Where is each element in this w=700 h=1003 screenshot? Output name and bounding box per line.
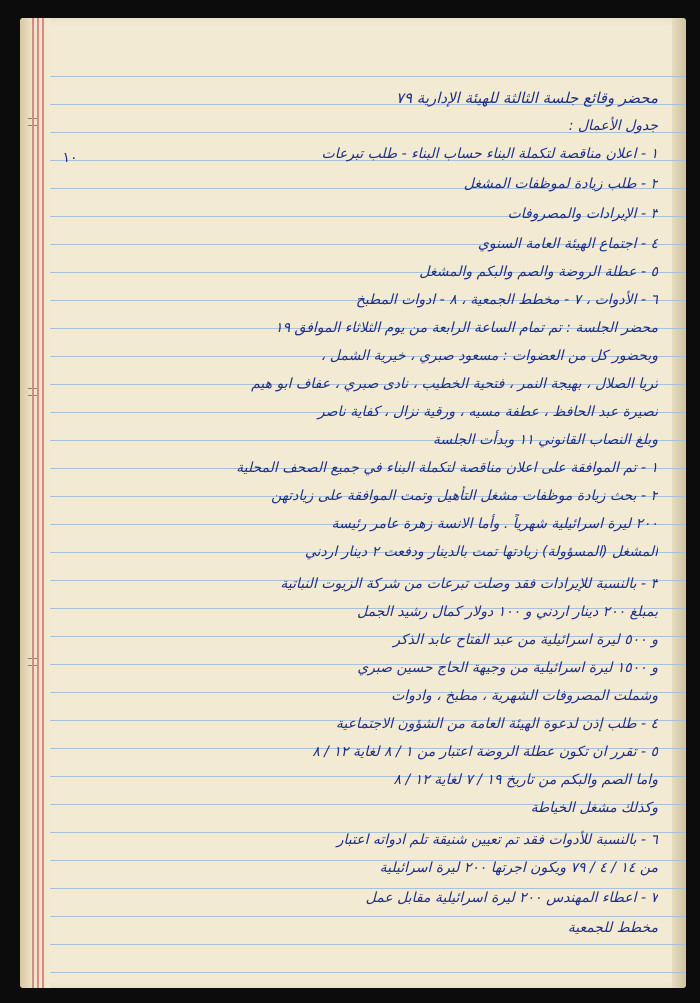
- ruled-line: [50, 76, 686, 77]
- minutes-line: ثريا الصلال ، بهيجة النمر ، فتحية الخطيب ، نادى صبري ، عفاف ابو هيم: [251, 376, 658, 392]
- margin-line-2: [37, 18, 39, 988]
- minutes-line: وكذلك مشغل الخياطة: [530, 800, 658, 816]
- minutes-line: بمبلغ ٢٠٠ دينار اردني و ١٠٠ دولار كمال رشيد الجمل: [357, 604, 658, 620]
- minutes-line: وبحضور كل من العضوات : مسعود صبري ، خيرية الشمل ،: [320, 348, 658, 364]
- page-title: محضر وقائع جلسة الثالثة للهيئة الإدارية ٧٩: [395, 89, 658, 107]
- minutes-line: نصيرة عبد الحافظ ، عطفة مسيه ، ورقية نزال ، كفاية ناصر: [317, 404, 658, 420]
- agenda-item: ١ - اعلان مناقصة لتكملة البناء حساب البناء - طلب تبرعات: [321, 146, 658, 162]
- ruled-line: [50, 916, 686, 917]
- notebook-page: [20, 18, 686, 988]
- page-edge: [672, 18, 686, 988]
- ruled-line: [50, 944, 686, 945]
- minutes-line: ٤ - طلب إذن لدعوة الهيئة العامة من الشؤون الاجتماعية: [335, 716, 658, 732]
- margin-number: ١٠: [62, 150, 78, 166]
- minutes-line: المشغل (المسؤولة) زيادتها تمت بالدينار ودفعت ٢ دينار اردني: [304, 544, 658, 560]
- minutes-line: ٧ - اعطاء المهندس ٢٠٠ ليرة اسرائيلية مقابل عمل: [365, 890, 658, 906]
- margin-line-3: [42, 18, 44, 988]
- agenda-item: ٤ - اجتماع الهيئة العامة السنوي: [477, 236, 658, 252]
- minutes-line: و ٥٠٠ ليرة اسرائيلية من عبد الفتاح عابد الذكر: [393, 632, 658, 648]
- ruled-line: [50, 972, 686, 973]
- minutes-line: من ١٤ / ٤ / ٧٩ ويكون اجرتها ٢٠٠ ليرة اسرائيلية: [379, 860, 658, 876]
- agenda-item: ٢ - طلب زيادة لموظفات المشغل: [463, 176, 658, 192]
- minutes-line: و ١٥٠٠ ليرة اسرائيلية من وجيهة الحاج حسين صبري: [357, 660, 658, 676]
- minutes-line: ١ - تم الموافقة على اعلان مناقصة لتكملة البناء في جميع الصحف المحلية: [236, 460, 658, 476]
- minutes-line: واما الصم والبكم من تاريخ ١٩ / ٧ لغاية ١٢ / ٨: [393, 772, 658, 788]
- minutes-line: ٥ - تقرر ان تكون عطلة الروضة اعتبار من ١ / ٨ لغاية ١٢ / ٨: [312, 744, 658, 760]
- agenda-header: جدول الأعمال :: [568, 118, 658, 134]
- minutes-line: ٦ - بالنسبة للأدوات فقد تم تعيين شنيقة تلم ادواته اعتبار: [336, 832, 658, 848]
- notebook-spine: [20, 18, 50, 988]
- minutes-line: وبلغ النصاب القانوني ١١ وبدأت الجلسة: [432, 432, 658, 448]
- margin-line-1: [32, 18, 34, 988]
- minutes-line: محضر الجلسة : تم تمام الساعة الرابعة من يوم الثلاثاء الموافق ١٩: [275, 320, 658, 336]
- minutes-line: ٢٠٠ ليرة اسرائيلية شهرياً . وأما الانسة زهرة عامر رئيسة: [331, 516, 658, 532]
- agenda-item: ٥ - عطلة الروضة والصم والبكم والمشغل: [419, 264, 658, 280]
- minutes-line: وشملت المصروفات الشهرية ، مطبخ ، وادوات: [391, 688, 658, 704]
- minutes-line: ٣ - بالنسبة للإيرادات فقد وصلت تبرعات من شركة الزيوت النباتية: [280, 576, 658, 592]
- agenda-item: ٦ - الأدوات ، ٧ - مخطط الجمعية ، ٨ - ادوات المطبخ: [355, 292, 658, 308]
- minutes-line: مخطط للجمعية: [567, 920, 658, 936]
- agenda-item: ٣ - الإيرادات والمصروفات: [507, 206, 658, 222]
- minutes-line: ٢ - بحث زيادة موظفات مشغل التأهيل وتمت الموافقة على زيادتهن: [271, 488, 658, 504]
